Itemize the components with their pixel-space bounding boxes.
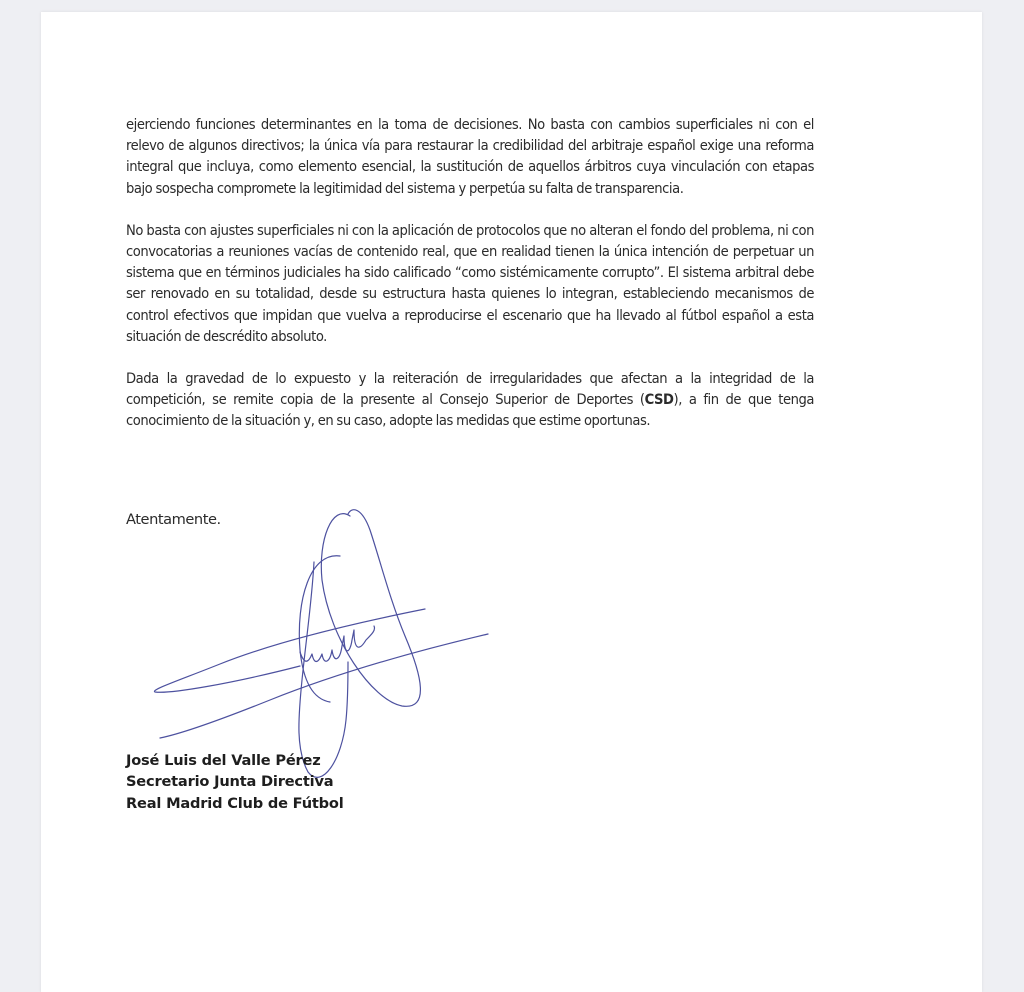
signatory-organization: Real Madrid Club de Fútbol: [126, 794, 344, 812]
paragraph-3: [126, 368, 814, 432]
paragraph-3-end: ), a fin de que tenga conocimiento de la situación y, en su caso, adopte las medidas que estime oportunas.: [126, 391, 814, 430]
signatory-name: José Luis del Valle Pérez: [126, 752, 321, 769]
csd-acronym: CSD: [644, 391, 674, 409]
paragraph-3-start: Dada la gravedad de lo expuesto y la reiteración de irregularidades que afectan a la integridad de la competición, se remite copia de la presente al Consejo Superior de Deportes (: [126, 370, 814, 409]
signatory-title: Secretario Junta Directiva: [126, 773, 334, 791]
paragraph-2: No basta con ajustes superficiales ni con la aplicación de protocolos que no alteran el fondo del problema, ni con convocatorias a reuniones vacías de contenido real, que en realidad tienen la única intención de perpetuar un sistema que en términos judiciales ha sido calificado “como sistémicamente corrupto”. El sistema arbitral debe ser renovado en su totalidad, desde su estructura hasta quienes lo integran, estableciendo mecanismos de control efectivos que impidan que vuelva a reproducirse el escenario que ha llevado al fútbol español a esta situación de descrédito absoluto.: [126, 221, 814, 345]
closing-salutation: Atentamente.: [126, 511, 221, 528]
paragraph-1: ejerciendo funciones determinantes en la toma de decisiones. No basta con cambios superficiales ni con el relevo de algunos directivos; la única vía para restaurar la credibilidad del arbitraje español exige una reforma integral que incluya, como elemento esencial, la sustitución de aquellos árbitros cuya vinculación con etapas bajo sospecha compromete la legitimidad del sistema y perpetúa su falta de transparencia.: [126, 116, 814, 197]
signatory-block: [126, 750, 344, 814]
letter-body: [126, 114, 814, 453]
